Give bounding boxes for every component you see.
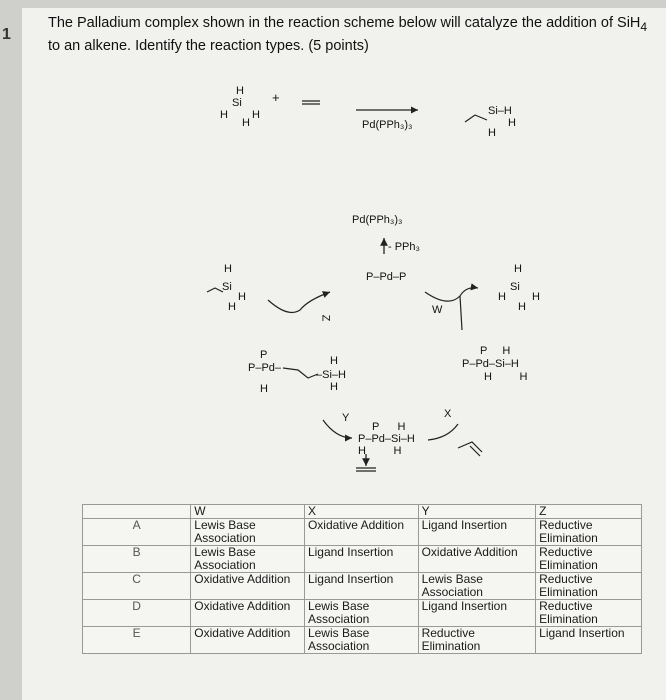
cell-y: Reductive Elimination [418,627,536,654]
cell-x: Lewis Base Association [304,600,418,627]
silane-left-h: H [220,109,228,121]
option-label[interactable]: A [83,519,191,546]
cell-z: Ligand Insertion [536,627,642,654]
header-z: Z [536,505,642,519]
left-silyl-top-h: H [330,355,338,367]
header-x: X [304,505,418,519]
answer-row-d[interactable] [83,600,642,627]
option-label[interactable]: B [83,546,191,573]
right-silane-bottom-h: H [518,301,526,313]
cell-x: Oxidative Addition [304,519,418,546]
product-si-h: Si–H [488,105,512,117]
answer-row-c[interactable] [83,573,642,600]
cell-y: Ligand Insertion [418,519,536,546]
left-complex-h: H [260,383,268,395]
left-silyl-bottom-h: H [330,381,338,393]
label-y: Y [342,412,350,424]
left-complex-pd-row: P–Pd– [248,362,282,374]
product-h-mid: H [508,117,516,129]
right-silane-si: Si [510,281,520,293]
cycle-precursor: Pd(PPh₃)₃ [352,214,403,226]
alkene-x-double [470,446,480,456]
cell-x: Lewis Base Association [304,627,418,654]
cell-y: Oxidative Addition [418,546,536,573]
left-silane-bottom-h: H [228,301,236,313]
active-catalyst: P–Pd–P [366,271,407,283]
left-silyl-row: –Si–H [316,369,346,381]
plus-sign: + [272,90,280,105]
cell-w: Oxidative Addition [191,573,305,600]
answer-table-header [83,505,642,519]
left-silane-right-h: H [238,291,246,303]
silane-top-h: H [236,85,244,97]
cell-x: Ligand Insertion [304,573,418,600]
cell-z: Reductive Elimination [536,519,642,546]
question-number: 1 [2,26,11,43]
answer-row-a[interactable] [83,519,642,546]
option-label[interactable]: C [83,573,191,600]
product-ethyl-chain [465,115,487,122]
left-silyl-chain [207,288,223,292]
question-text-subscript: 4 [640,19,648,34]
question-text-part1: The Palladium complex shown in the reaction scheme below will catalyze the addition of SiH [48,15,641,31]
right-complex-bottom: H H [484,371,528,383]
silane-bottom-h: H [242,117,250,129]
cell-w: Lewis Base Association [191,546,305,573]
right-complex-row: P–Pd–Si–H [462,358,519,370]
left-complex-chain [283,368,318,378]
left-silane-top-h: H [224,263,232,275]
alkene-x [458,442,482,452]
cycle-arrow-w-stem [460,296,462,330]
option-label[interactable]: E [83,627,191,654]
bottom-complex-bottom: H H [358,445,402,457]
product-h-bottom: H [488,127,496,139]
answer-row-b[interactable] [83,546,642,573]
cell-z: Reductive Elimination [536,573,642,600]
cell-w: Lewis Base Association [191,519,305,546]
silane-right-h: H [252,109,260,121]
right-silane-top-h: H [514,263,522,275]
question-text-part2: to an alkene. Identify the reaction types. (5 points) [48,37,369,54]
cycle-arrow-z [268,292,330,312]
right-silane-right-h: H [532,291,540,303]
cell-z: Reductive Elimination [536,546,642,573]
option-label[interactable]: D [83,600,191,627]
right-silane-left-h: H [498,291,506,303]
cell-w: Oxidative Addition [191,600,305,627]
cell-w: Oxidative Addition [191,627,305,654]
cell-y: Lewis Base Association [418,573,536,600]
cycle-arrow-w [425,288,478,301]
ligand-loss-label: - PPh₃ [388,241,420,253]
label-w: W [432,304,443,316]
cell-z: Reductive Elimination [536,600,642,627]
cell-y: Ligand Insertion [418,600,536,627]
bottom-complex-row: P–Pd–Si–H [358,433,415,445]
left-silane-si: Si [222,281,232,293]
header-option [83,505,191,519]
cycle-arrow-x [428,424,458,440]
catalyst-label: Pd(PPh₃)₃ [362,119,413,131]
header-w: W [191,505,305,519]
silane-si: Si [232,97,242,109]
left-complex-p-top: P [260,349,268,361]
cell-x: Ligand Insertion [304,546,418,573]
right-complex-top: P H [480,345,511,357]
answer-table [82,504,642,654]
label-x: X [444,408,452,420]
label-z: Z [319,314,332,322]
bottom-complex-top: P H [372,421,406,433]
header-y: Y [418,505,536,519]
answer-row-e[interactable] [83,627,642,654]
